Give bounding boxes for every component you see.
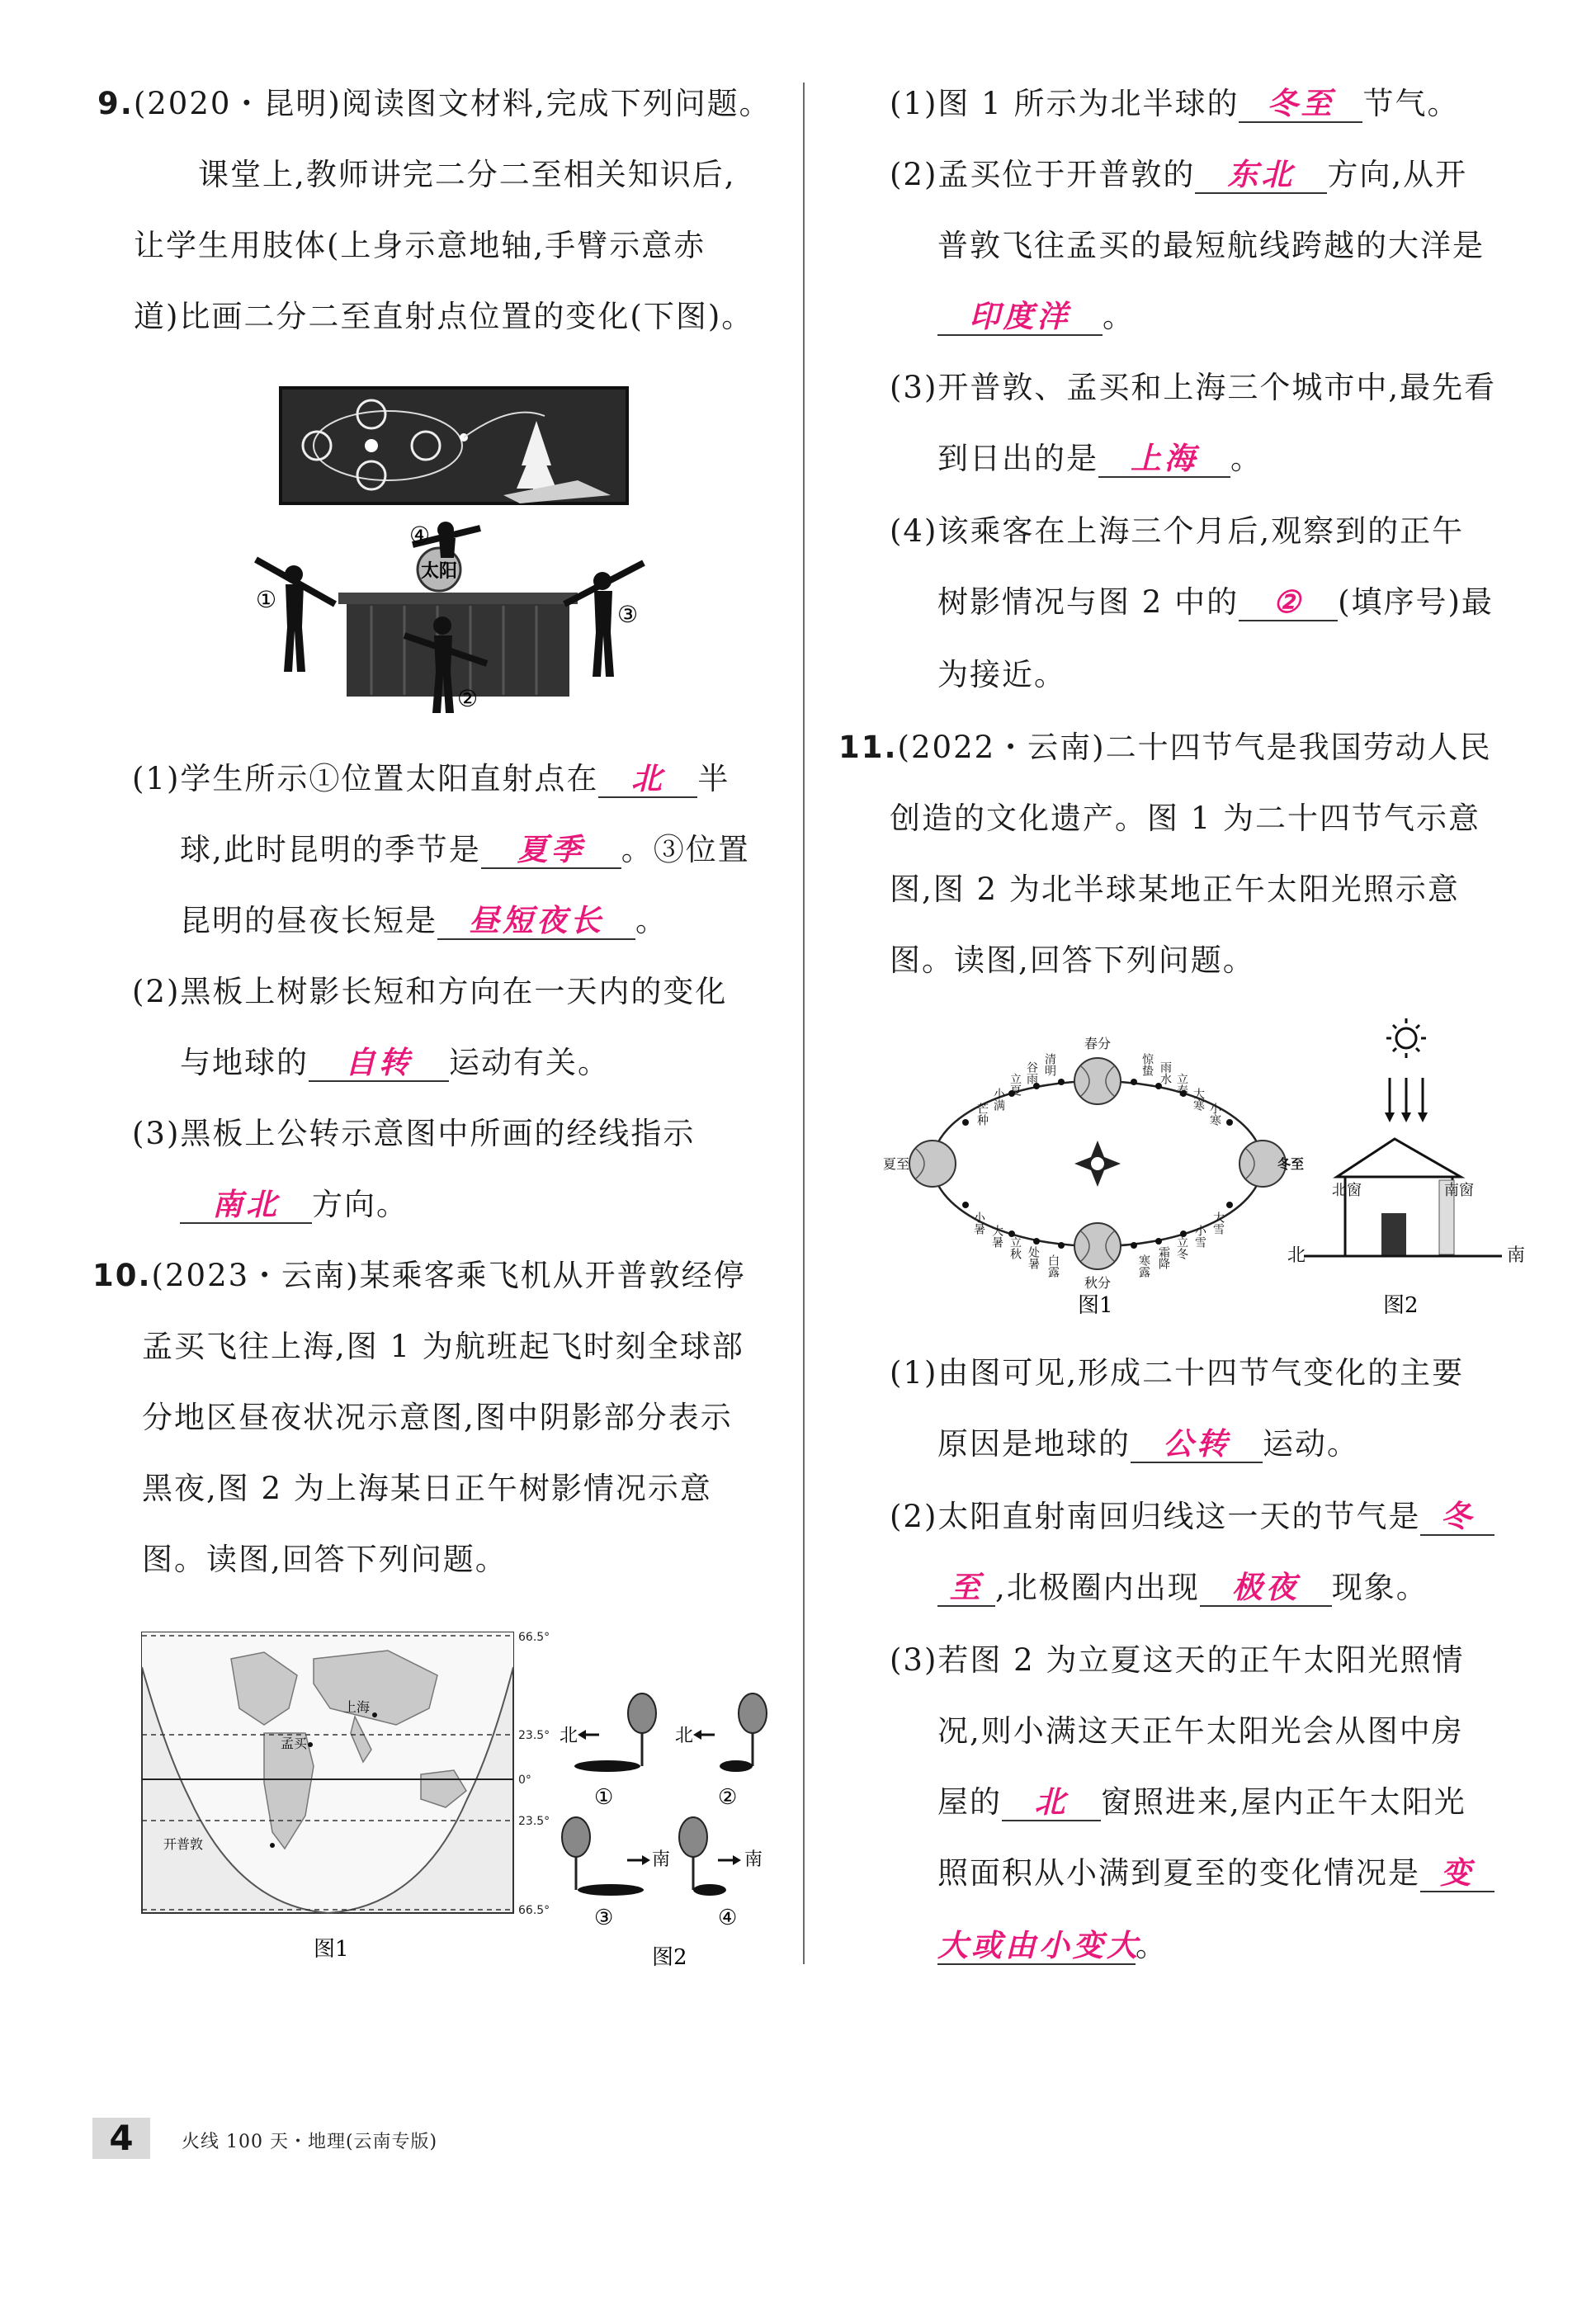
lat-label: 66.5° [518, 1904, 550, 1917]
q11-sub3-line1: (3)若图 2 为立夏这天的正午太阳光照情 [890, 1642, 1465, 1678]
q10-sub4-line3: 为接近。 [937, 657, 1066, 692]
figure-mark-2: ② [718, 1785, 738, 1810]
q10-sub4-line1: (4)该乘客在上海三个月后,观察到的正午 [890, 513, 1465, 549]
q11-sub1-line2: 原因是地球的 公转 运动。 [937, 1425, 1359, 1462]
q10-heading: 10.(2023・云南)某乘客乘飞机从开普敦经停 [92, 1258, 746, 1293]
q10-stem-line: 分地区昼夜状况示意图,图中阴影部分表示 [142, 1400, 733, 1435]
book-title-footer: 火线 100 天・地理(云南专版) [182, 2132, 438, 2152]
q9-source: (2020・昆明) [133, 86, 342, 121]
answer-blank: 昼短夜长 [437, 902, 635, 940]
q10-source: (2023・云南) [151, 1258, 360, 1293]
figure-caption: 图1 [1078, 1293, 1113, 1318]
q10-number: 10. [92, 1258, 152, 1293]
answer-blank: 自转 [309, 1044, 449, 1082]
q9-sub1-line2: 球,此时昆明的季节是 夏季 。③位置 [180, 831, 750, 867]
term-label: 立夏 [1008, 1073, 1022, 1096]
answer-blank: 南北 [180, 1186, 312, 1224]
term-label: 大雪 [1211, 1212, 1225, 1235]
q9-sub2-line1: (2)黑板上树影长短和方向在一天内的变化 [132, 974, 728, 1009]
answer-blank: 东北 [1195, 156, 1327, 194]
term-label: 寒露 [1137, 1254, 1150, 1278]
q10-sub3-line1: (3)开普敦、孟买和上海三个城市中,最先看 [890, 370, 1497, 405]
q11-solar-terms-figure [883, 1015, 1312, 1329]
answer-blank: ② [1239, 583, 1338, 621]
q10-sub2-line2: 普敦飞往孟买的最短航线跨越的大洋是 [937, 228, 1485, 263]
north-label: 北 [560, 1726, 578, 1746]
q9-sub3-line1: (3)黑板上公转示意图中所画的经线指示 [132, 1116, 696, 1151]
q11-source: (2022・云南) [897, 730, 1106, 765]
term-label: 立冬 [1175, 1236, 1188, 1259]
term-label: 处暑 [1027, 1246, 1040, 1269]
term-label-winter-solstice: 冬至 [1277, 1156, 1305, 1172]
term-label: 立秋 [1008, 1236, 1022, 1259]
q11-number: 11. [838, 730, 898, 765]
q10-sub3-line2: 到日出的是 上海 。 [937, 440, 1263, 476]
term-label: 大寒 [1192, 1088, 1205, 1111]
term-label: 大暑 [990, 1225, 1003, 1248]
answer-blank: 北 [1002, 1783, 1101, 1821]
figure-mark-2: ② [457, 685, 479, 712]
q10-stem-line: 黑夜,图 2 为上海某日正午树影情况示意 [142, 1471, 712, 1506]
answer-blank: 冬 [1420, 1498, 1494, 1536]
q10-stem-line: 孟买飞往上海,图 1 为航班起飞时刻全球部 [142, 1329, 744, 1364]
q11-sub1-line1: (1)由图可见,形成二十四节气变化的主要 [890, 1355, 1465, 1391]
q9-intro: 阅读图文材料,完成下列问题。 [341, 86, 772, 121]
q10-sub2-line1: (2)孟买位于开普敦的 东北 方向,从开 [890, 156, 1468, 192]
figure-mark-3: ③ [617, 601, 639, 628]
q10-sub2-line3: 印度洋 。 [937, 295, 1135, 338]
answer-blank: 北 [598, 760, 697, 798]
page-number: 4 [92, 2118, 150, 2159]
answer-blank: 印度洋 [937, 298, 1103, 336]
figure-mark-3: ③ [594, 1906, 614, 1930]
q11-stem-line: 图,图 2 为北半球某地正午太阳光照示意 [890, 872, 1460, 907]
q11-stem-line: 图。读图,回答下列问题。 [890, 942, 1255, 978]
lat-label: 23.5° [518, 1729, 550, 1742]
q11-house-sunlight-figure [1287, 1015, 1535, 1329]
q11-sub2-line1: (2)太阳直射南回归线这一天的节气是 冬 [890, 1495, 1494, 1538]
figure-caption: 图2 [1383, 1293, 1419, 1318]
q9-heading [97, 83, 772, 125]
term-label: 白露 [1046, 1254, 1060, 1278]
term-label: 芒种 [975, 1103, 989, 1126]
term-label: 清明 [1043, 1053, 1056, 1076]
figure-mark-1: ① [594, 1785, 614, 1810]
city-label-shanghai: 上海 [343, 1699, 371, 1715]
answer-blank: 至 [937, 1569, 995, 1607]
q9-para-line: 让学生用肢体(上身示意地轴,手臂示意赤 [134, 228, 706, 263]
q9-para-line: 道)比画二分二至直射点位置的变化(下图)。 [134, 299, 754, 334]
q11-stem-line: 创造的文化遗产。图 1 为二十四节气示意 [890, 801, 1481, 836]
term-label-spring-equinox: 春分 [1084, 1036, 1112, 1051]
q9-number: 9. [97, 86, 134, 121]
figure-mark-1: ① [256, 586, 277, 613]
q10-daynight-map [140, 1626, 569, 1972]
term-label: 小雪 [1193, 1225, 1206, 1248]
city-label-capetown: 开普敦 [163, 1836, 204, 1852]
term-label: 谷雨 [1025, 1061, 1038, 1084]
lat-label: 23.5° [518, 1815, 550, 1828]
lat-label: 0° [518, 1774, 531, 1787]
north-window-label: 北窗 [1332, 1182, 1362, 1199]
term-label: 霜降 [1157, 1246, 1170, 1269]
south-label: 南 [1507, 1245, 1526, 1266]
term-label: 雨水 [1159, 1061, 1172, 1084]
q11-heading: 11.(2022・云南)二十四节气是我国劳动人民 [838, 730, 1492, 765]
q9-para-line: 课堂上,教师讲完二分二至相关知识后, [198, 157, 736, 192]
answer-blank: 公转 [1131, 1425, 1263, 1463]
south-window-label: 南窗 [1444, 1182, 1474, 1199]
sun-ball-label: 太阳 [420, 561, 458, 582]
term-label-summer-solstice: 夏至 [883, 1156, 910, 1172]
answer-blank: 上海 [1098, 440, 1230, 478]
q9-sub3-line2: 南北 方向。 [180, 1183, 408, 1226]
q11-sub3-line5: 大或由小变大。 [937, 1927, 1168, 1963]
q11-sub3-line3: 屋的 北 窗照进来,屋内正午太阳光 [937, 1783, 1466, 1820]
lat-label: 66.5° [518, 1631, 550, 1644]
q10-sub1-line1: (1)图 1 所示为北半球的 冬至 节气。 [890, 85, 1460, 121]
column-divider [803, 83, 805, 1964]
answer-blank: 大或由小变大 [937, 1927, 1140, 1963]
figure-mark-4: ④ [718, 1906, 738, 1930]
term-label: 立春 [1175, 1073, 1188, 1096]
south-label: 南 [652, 1849, 671, 1870]
term-label: 小暑 [972, 1212, 985, 1235]
q9-sub2-line2: 与地球的 自转 运动有关。 [180, 1044, 610, 1080]
north-label: 北 [1287, 1245, 1306, 1266]
q11-sub2-line2: 至 ,北极圈内出现 极夜 现象。 [937, 1566, 1428, 1609]
q9-sub1-line3: 昆明的昼夜长短是 昼短夜长 。 [180, 902, 668, 938]
north-label: 北 [675, 1726, 694, 1746]
q10-tree-shadow-figure [553, 1684, 784, 1972]
q10-sub4-line2: 树影情况与图 2 中的 ② (填序号)最 [937, 583, 1494, 620]
south-label: 南 [744, 1849, 763, 1870]
figure-caption: 图2 [652, 1945, 687, 1970]
answer-blank: 变 [1420, 1854, 1494, 1892]
answer-blank: 极夜 [1200, 1569, 1332, 1607]
q11-sub3-line2: 况,则小满这天正午太阳光会从图中房 [937, 1713, 1464, 1749]
figure-mark-4: ④ [409, 522, 431, 549]
figure-caption: 图1 [314, 1937, 349, 1962]
q9-sub1-line1: (1)学生所示①位置太阳直射点在 北 半 [132, 760, 730, 796]
q11-sub3-line4: 照面积从小满到夏至的变化情况是 变 [937, 1852, 1494, 1895]
answer-blank: 夏季 [481, 831, 621, 869]
term-label: 小满 [992, 1088, 1005, 1111]
q10-stem-line: 图。读图,回答下列问题。 [142, 1542, 508, 1577]
term-label-autumn-equinox: 秋分 [1084, 1275, 1112, 1291]
term-label: 小寒 [1208, 1103, 1221, 1126]
answer-blank: 冬至 [1239, 85, 1362, 123]
city-label-mumbai: 孟买 [281, 1736, 308, 1751]
q9-classroom-figure [248, 383, 677, 721]
term-label: 惊蛰 [1140, 1053, 1154, 1076]
